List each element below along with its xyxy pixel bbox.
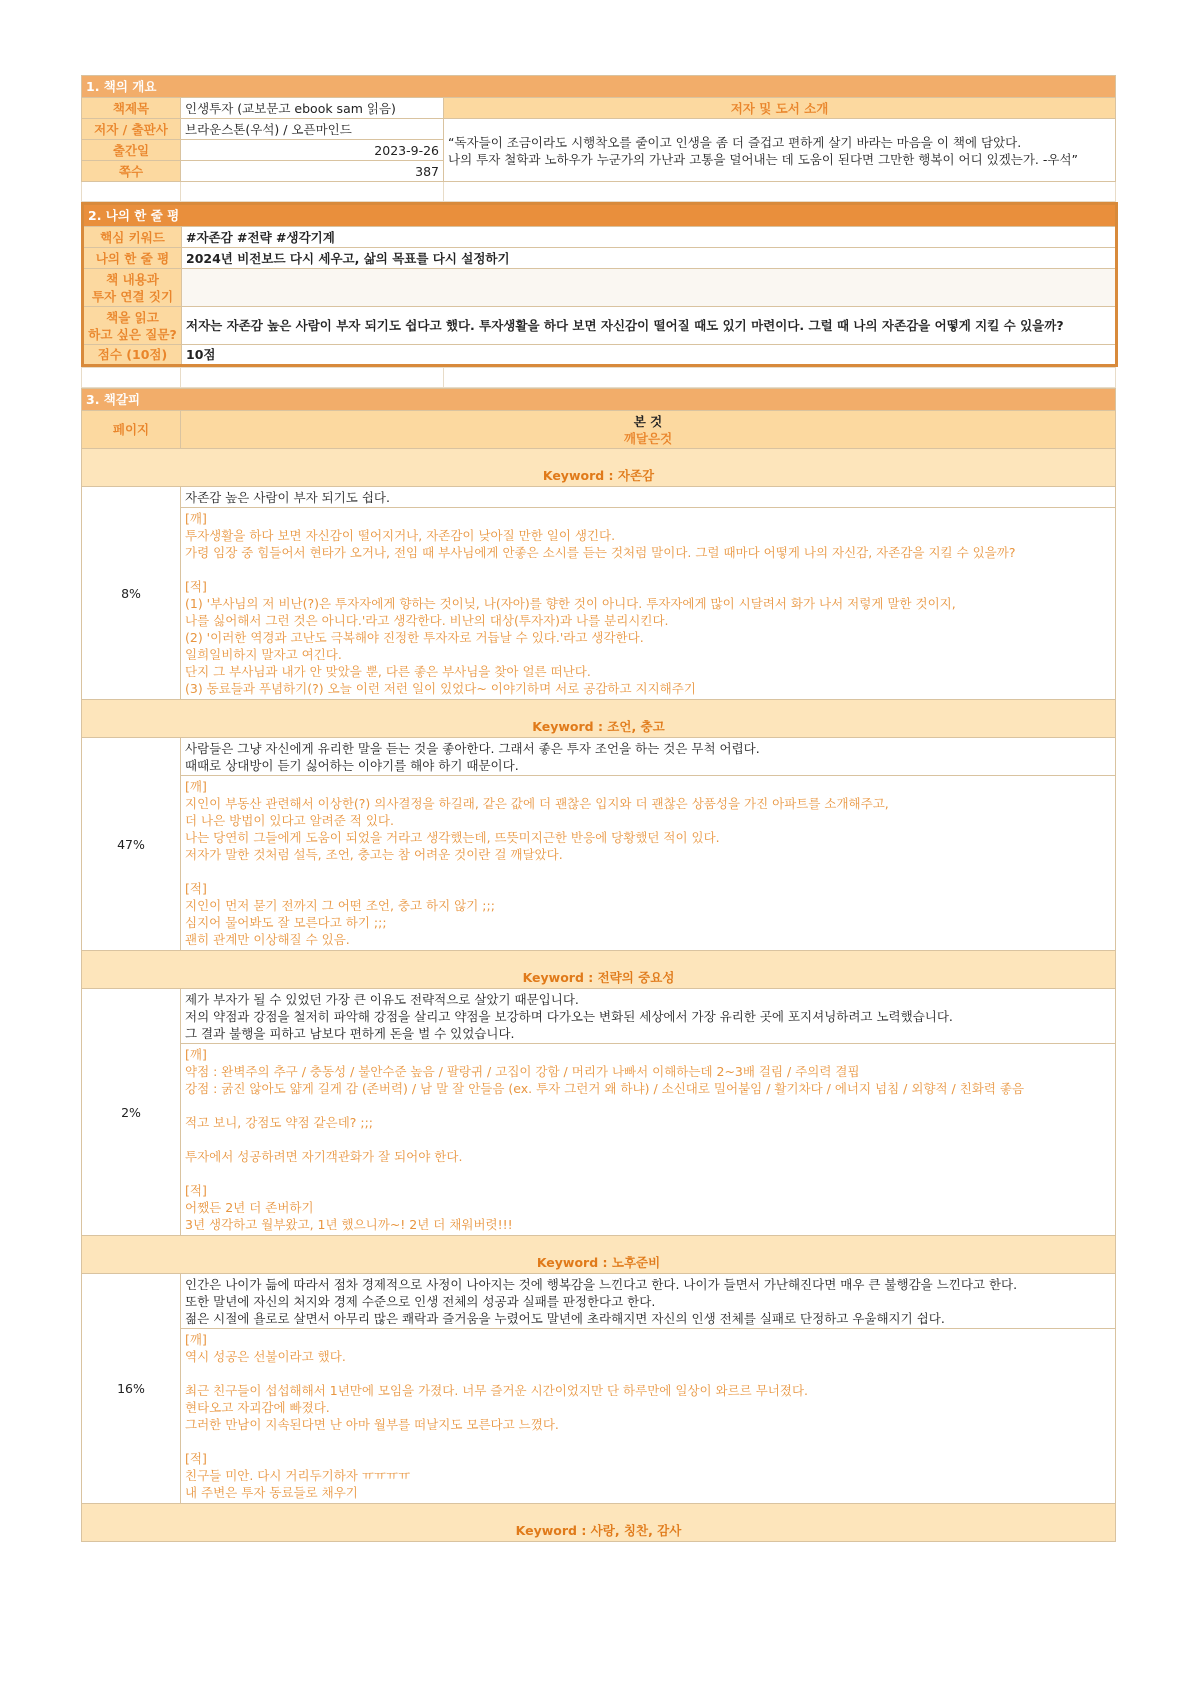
label-connect bbox=[83, 269, 182, 307]
note-line: 심지어 물어봐도 잘 모른다고 하기 ;;; bbox=[185, 915, 387, 930]
note-line: [깨] bbox=[185, 511, 207, 526]
note-line: 저자가 말한 것처럼 설득, 조언, 충고는 참 어려운 것이란 걸 깨달았다. bbox=[185, 847, 563, 862]
keyword-row: Keyword : 사랑, 칭찬, 감사 bbox=[82, 1504, 1116, 1542]
note-line bbox=[185, 561, 1111, 578]
note-line bbox=[185, 1131, 1111, 1148]
note-line: [적] bbox=[185, 1183, 207, 1198]
page-value: 8% bbox=[82, 487, 181, 700]
note-line bbox=[185, 1097, 1111, 1114]
gap-table bbox=[81, 367, 1116, 388]
keyword-row: Keyword : 자존감 bbox=[82, 449, 1116, 487]
note-line: 역시 성공은 선불이라고 했다. bbox=[185, 1349, 346, 1364]
note-line: 나를 싫어해서 그런 것은 아니다.'라고 생각한다. 비난의 대상(투자자)과 나를 분리시킨다. bbox=[185, 613, 669, 628]
page-value: 16% bbox=[82, 1274, 181, 1504]
label-score: 점수 (10점) bbox=[83, 345, 182, 366]
note-line: 더 나은 방법이 있다고 알려준 적 있다. bbox=[185, 813, 394, 828]
quote-cell bbox=[181, 487, 1116, 508]
quote-line: 자존감 높은 사람이 부자 되기도 쉽다. bbox=[185, 490, 390, 505]
label-pages: 쪽수 bbox=[82, 161, 181, 182]
value-score: 10점 bbox=[182, 345, 1117, 366]
note-cell bbox=[181, 1044, 1116, 1236]
quote-cell bbox=[181, 989, 1116, 1044]
label-question bbox=[83, 307, 182, 345]
note-line: 그러한 만남이 지속된다면 난 아마 월부를 떠날지도 모른다고 느꼈다. bbox=[185, 1417, 559, 1432]
label-pub-date: 출간일 bbox=[82, 140, 181, 161]
note-line: 친구들 미안. 다시 거리두기하자 ㅠㅠㅠㅠ bbox=[185, 1468, 411, 1483]
col-sub-label: 깨달은것 bbox=[623, 430, 673, 446]
note-line bbox=[185, 1365, 1111, 1382]
note-line: 투자생활을 하다 보면 자신감이 떨어지거나, 자존감이 낮아질 만한 일이 생긴다. bbox=[185, 528, 616, 543]
col-page-header: 페이지 bbox=[82, 411, 181, 449]
note-line: 3년 생각하고 월부왔고, 1년 했으니까~! 2년 더 채워버렷!!! bbox=[185, 1217, 513, 1232]
note-line: 지인이 먼저 묻기 전까지 그 어떤 조언, 충고 하지 않기 ;;; bbox=[185, 898, 495, 913]
note-line: 내 주변은 투자 동료들로 채우기 bbox=[185, 1485, 358, 1500]
label-question-line1: 책을 읽고 bbox=[106, 309, 159, 325]
intro-header: 저자 및 도서 소개 bbox=[444, 98, 1116, 119]
keyword-row: Keyword : 조언, 충고 bbox=[82, 700, 1116, 738]
note-line: 가령 임장 중 힘들어서 현타가 오거나, 전임 때 부사님에게 안좋은 소시를 듣는 것처럼 말이다. 그럴 때마다 어떻게 나의 자신감, 자존감을 지킬 수 있을까? bbox=[185, 545, 1016, 560]
note-line: 약점 : 완벽주의 추구 / 충동성 / 불안수준 높음 / 팔랑귀 / 고집이 강함 / 머리가 나빠서 이해하는데 2~3배 걸림 / 주의력 결핍 bbox=[185, 1064, 860, 1079]
value-keywords: #자존감 #전략 #생각기계 bbox=[182, 227, 1117, 248]
label-question-line2: 하고 싶은 질문? bbox=[88, 326, 177, 342]
intro-text bbox=[444, 119, 1116, 182]
quote-line: 저의 약점과 강점을 철저히 파악해 강점을 살리고 약점을 보강하며 다가오는 변화된 세상에서 가장 유리한 곳에 포지셔닝하려고 노력했습니다. bbox=[185, 1009, 953, 1024]
note-line: 단지 그 부사님과 내가 안 맞았을 뿐, 다른 좋은 부사님을 찾아 얼른 떠난다. bbox=[185, 664, 591, 679]
note-line: 어쨌든 2년 더 존버하기 bbox=[185, 1200, 314, 1215]
note-line: [적] bbox=[185, 881, 207, 896]
note-line: (2) '이러한 역경과 고난도 극복해야 진정한 투자자로 거듭날 수 있다.'라고 생각한다. bbox=[185, 630, 644, 645]
quote-line: 때때로 상대방이 듣기 싫어하는 이야기를 해야 하기 때문이다. bbox=[185, 758, 519, 773]
page-value: 47% bbox=[82, 738, 181, 951]
note-cell bbox=[181, 1329, 1116, 1504]
note-line: 괜히 관계만 이상해질 수 있음. bbox=[185, 932, 350, 947]
note-line: [적] bbox=[185, 579, 207, 594]
note-line: [적] bbox=[185, 1451, 207, 1466]
bookmark-table bbox=[81, 388, 1116, 1542]
quote-line: 제가 부자가 될 수 있었던 가장 큰 이유도 전략적으로 살았기 때문입니다. bbox=[185, 992, 579, 1007]
value-one-line: 2024년 비전보드 다시 세우고, 삶의 목표를 다시 설정하기 bbox=[182, 248, 1117, 269]
value-pages: 387 bbox=[181, 161, 444, 182]
quote-cell bbox=[181, 738, 1116, 776]
note-line bbox=[185, 1165, 1111, 1182]
note-line: 일희일비하지 말자고 여긴다. bbox=[185, 647, 342, 662]
quote-line: 그 결과 불행을 피하고 남보다 편하게 돈을 벌 수 있었습니다. bbox=[185, 1026, 515, 1041]
quote-line: 또한 말년에 자신의 처지와 경제 수준으로 인생 전체의 성공과 실패를 판정한다고 한다. bbox=[185, 1294, 656, 1309]
note-line: 현타오고 자괴감에 빠졌다. bbox=[185, 1400, 330, 1415]
page-value: 2% bbox=[82, 989, 181, 1236]
note-line bbox=[185, 1433, 1111, 1450]
note-line: [깨] bbox=[185, 1047, 207, 1062]
note-line: 강점 : 굵진 않아도 얇게 길게 감 (존버력) / 남 말 잘 안들음 (ex. 투자 그런거 왜 하냐) / 소신대로 밀어붙임 / 활기차다 / 에너지 넘침 / 외향적 / 친화력 좋음 bbox=[185, 1081, 1025, 1096]
value-connect bbox=[182, 269, 1117, 307]
quote-line: 인간은 나이가 듦에 따라서 점차 경제적으로 사정이 나아지는 것에 행복감을 느낀다고 한다. 나이가 들면서 가난해진다면 매우 큰 불행감을 느낀다고 한다. bbox=[185, 1277, 1018, 1292]
intro-line: 나의 투자 철학과 노하우가 누군가의 가난과 고통을 덜어내는 데 도움이 된다면 그만한 행복이 어디 있겠는가. -우석” bbox=[448, 152, 1079, 167]
keyword-row: Keyword : 노후준비 bbox=[82, 1236, 1116, 1274]
label-connect-line1: 책 내용과 bbox=[106, 271, 159, 287]
note-line: (3) 동료들과 푸념하기(?) 오늘 이런 저런 일이 있었다~ 이야기하며 서로 공감하고 지지해주기 bbox=[185, 681, 696, 696]
section3-title: 3. 책갈피 bbox=[82, 389, 1116, 411]
label-book-title: 책제목 bbox=[82, 98, 181, 119]
label-author: 저자 / 출판사 bbox=[82, 119, 181, 140]
review-table bbox=[81, 202, 1118, 367]
note-cell bbox=[181, 508, 1116, 700]
value-book-title: 인생투자 (교보문고 ebook sam 읽음) bbox=[181, 98, 444, 119]
value-question: 저자는 자존감 높은 사람이 부자 되기도 쉽다고 했다. 투자생활을 하다 보면 자신감이 떨어질 때도 있기 마련이다. 그럴 때 나의 자존감을 어떻게 지킬 수 있을까? bbox=[182, 307, 1117, 345]
note-line: 최근 친구들이 섭섭해해서 1년만에 모임을 가졌다. 너무 즐거운 시간이었지만 단 하루만에 일상이 와르르 무너졌다. bbox=[185, 1383, 809, 1398]
note-line: 투자에서 성공하려면 자기객관화가 잘 되어야 한다. bbox=[185, 1149, 463, 1164]
label-connect-line2: 투자 연결 짓기 bbox=[91, 288, 174, 304]
note-line: 지인이 부동산 관련해서 이상한(?) 의사결정을 하길래, 같은 값에 더 괜찮은 입지와 더 괜찮은 상품성을 가진 아파트를 소개해주고, bbox=[185, 796, 889, 811]
quote-cell bbox=[181, 1274, 1116, 1329]
value-pub-date: 2023-9-26 bbox=[181, 140, 444, 161]
overview-table bbox=[81, 75, 1116, 202]
note-line: (1) '부사님의 저 비난(?)은 투자자에게 향하는 것이닞, 나(자아)를 향한 것이 아니다. 투자자에게 많이 시달려서 화가 나서 저렇게 말한 것이지, bbox=[185, 596, 956, 611]
section1-title: 1. 책의 개요 bbox=[82, 76, 1116, 98]
note-line: [깨] bbox=[185, 1332, 207, 1347]
value-author: 브라운스톤(우석) / 오픈마인드 bbox=[181, 119, 444, 140]
col-main-label: 본 것 bbox=[633, 413, 663, 429]
note-line bbox=[185, 863, 1111, 880]
keyword-row: Keyword : 전략의 중요성 bbox=[82, 951, 1116, 989]
note-line: 나는 당연히 그들에게 도움이 되었을 거라고 생각했는데, 뜨뜻미지근한 반응에 당황했던 적이 있다. bbox=[185, 830, 720, 845]
note-cell bbox=[181, 776, 1116, 951]
col-main-header bbox=[181, 411, 1116, 449]
note-line: [깨] bbox=[185, 779, 207, 794]
label-keywords: 핵심 키워드 bbox=[83, 227, 182, 248]
label-one-line: 나의 한 줄 평 bbox=[83, 248, 182, 269]
quote-line: 젊은 시절에 욜로로 살면서 아무리 많은 쾌락과 즐거움을 누렸어도 말년에 초라해지면 자신의 인생 전체를 실패로 단정하고 우울해지기 쉽다. bbox=[185, 1311, 945, 1326]
quote-line: 사람들은 그냥 자신에게 유리한 말을 듣는 것을 좋아한다. 그래서 좋은 투자 조언을 하는 것은 무척 어렵다. bbox=[185, 741, 760, 756]
note-line: 적고 보니, 강점도 약점 같은데? ;;; bbox=[185, 1115, 374, 1130]
intro-line: “독자들이 조금이라도 시행착오를 줄이고 인생을 좀 더 즐겁고 편하게 살기 바라는 마음을 이 책에 담았다. bbox=[448, 135, 1022, 150]
section2-title: 2. 나의 한 줄 평 bbox=[83, 204, 1117, 227]
